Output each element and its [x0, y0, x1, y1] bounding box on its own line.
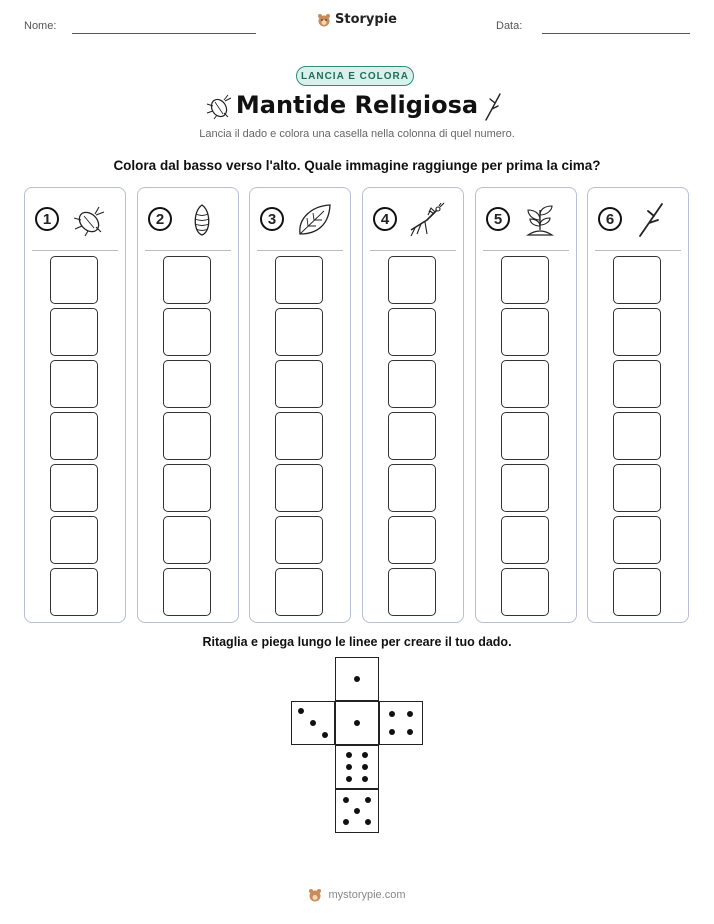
bear-logo-icon	[308, 888, 322, 902]
color-cell[interactable]	[163, 360, 211, 408]
die-pip	[310, 720, 316, 726]
die-pip	[365, 819, 371, 825]
color-cell[interactable]	[501, 464, 549, 512]
column-number: 2	[148, 207, 172, 231]
color-cell[interactable]	[388, 464, 436, 512]
die-pip	[298, 708, 304, 714]
color-cell[interactable]	[388, 256, 436, 304]
column-divider	[483, 250, 569, 251]
twig-icon	[482, 92, 504, 122]
column-divider	[32, 250, 118, 251]
color-cell[interactable]	[275, 516, 323, 564]
color-cell[interactable]	[275, 412, 323, 460]
color-cell[interactable]	[50, 308, 98, 356]
sprout-icon	[520, 202, 560, 238]
die-pip	[343, 819, 349, 825]
die-pip	[365, 797, 371, 803]
color-cell[interactable]	[388, 412, 436, 460]
date-line	[542, 33, 690, 34]
column-divider	[257, 250, 343, 251]
color-cell[interactable]	[163, 464, 211, 512]
color-cell[interactable]	[501, 360, 549, 408]
die-pip	[346, 776, 352, 782]
color-cell[interactable]	[275, 308, 323, 356]
column-4	[362, 187, 464, 623]
color-cell[interactable]	[275, 256, 323, 304]
egg-case-icon	[182, 202, 222, 238]
column-number: 4	[373, 207, 397, 231]
subtitle: Lancia il dado e colora una casella nella colonna di quel numero.	[199, 128, 515, 140]
color-cell[interactable]	[50, 464, 98, 512]
column-divider	[595, 250, 681, 251]
die-pip	[354, 808, 360, 814]
brand-logo	[0, 12, 714, 27]
die-pip	[354, 720, 360, 726]
color-cell[interactable]	[163, 412, 211, 460]
die-pip	[354, 676, 360, 682]
color-cell[interactable]	[501, 412, 549, 460]
die-face	[335, 789, 379, 833]
color-cell[interactable]	[388, 360, 436, 408]
praying-mantis-icon	[407, 202, 447, 238]
page-title: Mantide Religiosa	[235, 91, 479, 119]
name-label: Nome:	[24, 20, 57, 32]
color-cell[interactable]	[388, 568, 436, 616]
die-face	[335, 745, 379, 789]
color-cell[interactable]	[50, 412, 98, 460]
die-pip	[343, 797, 349, 803]
die-pip	[407, 729, 413, 735]
die-pip	[389, 729, 395, 735]
date-label: Data:	[496, 20, 523, 32]
activity-badge: LANCIA E COLORA	[296, 66, 414, 86]
column-divider	[145, 250, 231, 251]
color-cell[interactable]	[613, 464, 661, 512]
leaf-icon	[294, 202, 334, 238]
color-cell[interactable]	[50, 516, 98, 564]
column-number: 6	[598, 207, 622, 231]
color-cell[interactable]	[163, 516, 211, 564]
color-cell[interactable]	[50, 360, 98, 408]
color-cell[interactable]	[613, 412, 661, 460]
die-pip	[362, 776, 368, 782]
color-cell[interactable]	[388, 516, 436, 564]
color-cell[interactable]	[501, 516, 549, 564]
die-pip	[389, 711, 395, 717]
column-number: 3	[260, 207, 284, 231]
die-face	[379, 701, 423, 745]
die-face	[291, 701, 335, 745]
footer-site: mystorypie.com	[328, 889, 406, 901]
die-pip	[407, 711, 413, 717]
color-cell[interactable]	[613, 256, 661, 304]
color-cell[interactable]	[501, 256, 549, 304]
column-number: 5	[486, 207, 510, 231]
color-cell[interactable]	[163, 568, 211, 616]
die-pip	[346, 764, 352, 770]
column-1	[24, 187, 126, 623]
die-pip	[362, 752, 368, 758]
cut-instruction: Ritaglia e piega lungo le linee per creare il tuo dado.	[202, 635, 512, 649]
die-pip	[322, 732, 328, 738]
color-cell[interactable]	[501, 308, 549, 356]
color-cell[interactable]	[163, 256, 211, 304]
column-number: 1	[35, 207, 59, 231]
color-cell[interactable]	[613, 308, 661, 356]
color-cell[interactable]	[50, 568, 98, 616]
color-cell[interactable]	[613, 568, 661, 616]
beetle-icon	[69, 202, 109, 238]
column-3	[249, 187, 351, 623]
column-6	[587, 187, 689, 623]
die-face	[335, 701, 379, 745]
die-pip	[362, 764, 368, 770]
color-cell[interactable]	[501, 568, 549, 616]
name-line	[72, 33, 256, 34]
color-cell[interactable]	[388, 308, 436, 356]
instruction: Colora dal basso verso l'alto. Quale immagine raggiunge per prima la cima?	[113, 158, 601, 173]
die-pip	[346, 752, 352, 758]
column-2	[137, 187, 239, 623]
twig-icon	[632, 202, 672, 238]
brand-name: Storypie	[335, 12, 397, 27]
color-cell[interactable]	[275, 464, 323, 512]
column-divider	[370, 250, 456, 251]
color-cell[interactable]	[50, 256, 98, 304]
column-5	[475, 187, 577, 623]
color-cell[interactable]	[163, 308, 211, 356]
color-cell[interactable]	[275, 568, 323, 616]
color-cell[interactable]	[275, 360, 323, 408]
die-face	[335, 657, 379, 701]
footer	[0, 888, 714, 902]
color-cell[interactable]	[613, 360, 661, 408]
color-cell[interactable]	[613, 516, 661, 564]
bear-logo-icon	[317, 13, 331, 27]
